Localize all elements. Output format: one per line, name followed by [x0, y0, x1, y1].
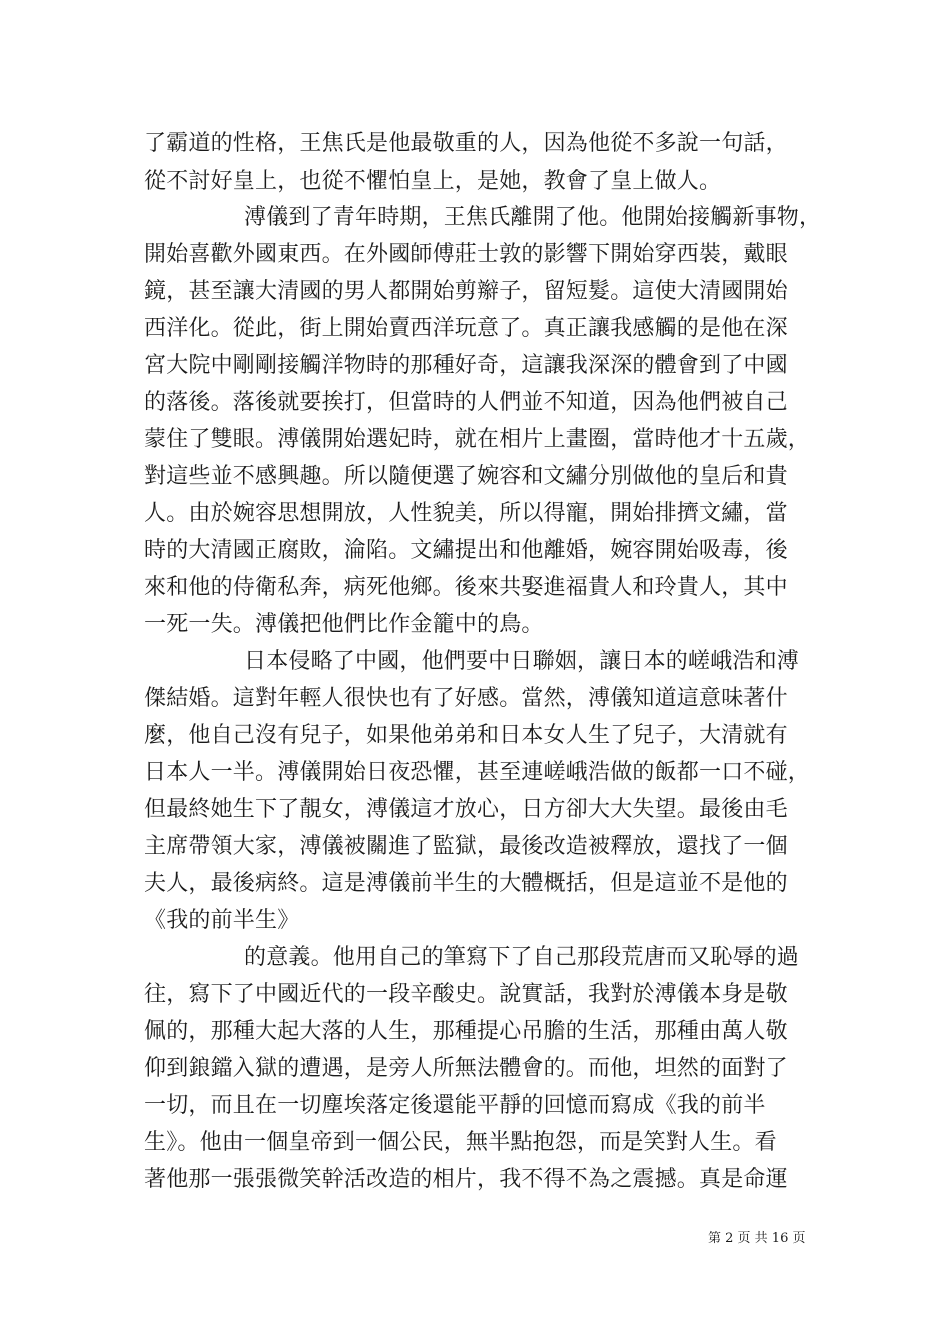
body-text-line: 但最終她生下了靚女，溥儀這才放心，日方卻大大失望。最後由毛 — [144, 797, 788, 822]
body-text-line: 宮大院中剛剛接觸洋物時的那種好奇，這讓我深深的體會到了中國 — [144, 353, 788, 378]
body-text-line: 麼，他自己沒有兒子，如果他弟弟和日本女人生了兒子，大清就有 — [144, 723, 788, 748]
body-text-line: 主席帶領大家，溥儀被關進了監獄，最後改造被釋放，還找了一個 — [144, 834, 788, 859]
paragraph-first-line: 日本侵略了中國，他們要中日聯姻，讓日本的嵯峨浩和溥 — [244, 649, 800, 674]
body-text-line: 一死一失。溥儀把他們比作金籠中的鳥。 — [144, 612, 544, 637]
body-text-line: 蒙住了雙眼。溥儀開始選妃時，就在相片上畫圈，當時他才十五歲， — [144, 427, 811, 452]
page-number-footer: 第 2 页 共 16 页 — [708, 1231, 806, 1246]
body-text-line: 日本人一半。溥儀開始日夜恐懼，甚至連嵯峨浩做的飯都一口不碰， — [144, 760, 811, 785]
body-text-line: 傑結婚。這對年輕人很快也有了好感。當然，溥儀知道這意味著什 — [144, 686, 788, 711]
body-text-line: 時的大清國正腐敗，淪陷。文繡提出和他離婚，婉容開始吸毒，後 — [144, 538, 788, 563]
body-text-line: 的落後。落後就要挨打，但當時的人們並不知道，因為他們被自己 — [144, 390, 788, 415]
body-text-line: 夫人，最後病終。這是溥儀前半生的大體概括，但是這並不是他的 — [144, 871, 788, 896]
body-text-line: 生》。他由一個皇帝到一個公民，無半點抱怨，而是笑對人生。看 — [144, 1130, 777, 1155]
body-text-line: 對這些並不感興趣。所以隨便選了婉容和文繡分別做他的皇后和貴 — [144, 464, 788, 489]
body-text-line: 來和他的侍衛私奔，病死他鄉。後來共娶進福貴人和玲貴人，其中 — [144, 575, 788, 600]
paragraph-first-line: 的意義。他用自己的筆寫下了自己那段荒唐而又恥辱的過 — [244, 945, 800, 970]
body-text-line: 人。由於婉容思想開放，人性貌美，所以得寵，開始排擠文繡，當 — [144, 501, 788, 526]
body-text-line: 仰到鋃鐺入獄的遭遇，是旁人所無法體會的。而他，坦然的面對了 — [144, 1056, 788, 1081]
body-text-line: 佩的，那種大起大落的人生，那種提心吊膽的生活，那種由萬人敬 — [144, 1019, 788, 1044]
paragraph-first-line: 溥儀到了青年時期，王焦氏離開了他。他開始接觸新事物， — [244, 205, 822, 230]
body-text-line: 從不討好皇上，也從不懼怕皇上，是她，教會了皇上做人。 — [144, 169, 722, 194]
body-text-line: 著他那一張張微笑幹活改造的相片，我不得不為之震撼。真是命運 — [144, 1167, 788, 1192]
body-text-line: 鏡，甚至讓大清國的男人都開始剪辮子，留短髮。這使大清國開始 — [144, 279, 788, 304]
book-title-line: 《我的前半生》 — [144, 908, 300, 933]
body-text-line: 開始喜歡外國東西。在外國師傅莊士敦的影響下開始穿西裝，戴眼 — [144, 242, 788, 267]
body-text-line: 了霸道的性格，王焦氏是他最敬重的人，因為他從不多說一句話， — [144, 131, 788, 156]
body-text-line: 西洋化。從此，街上開始賣西洋玩意了。真正讓我感觸的是他在深 — [144, 316, 788, 341]
body-text-line: 往，寫下了中國近代的一段辛酸史。說實話，我對於溥儀本身是敬 — [144, 982, 788, 1007]
body-text-line: 一切，而且在一切塵埃落定後還能平靜的回憶而寫成《我的前半 — [144, 1093, 766, 1118]
